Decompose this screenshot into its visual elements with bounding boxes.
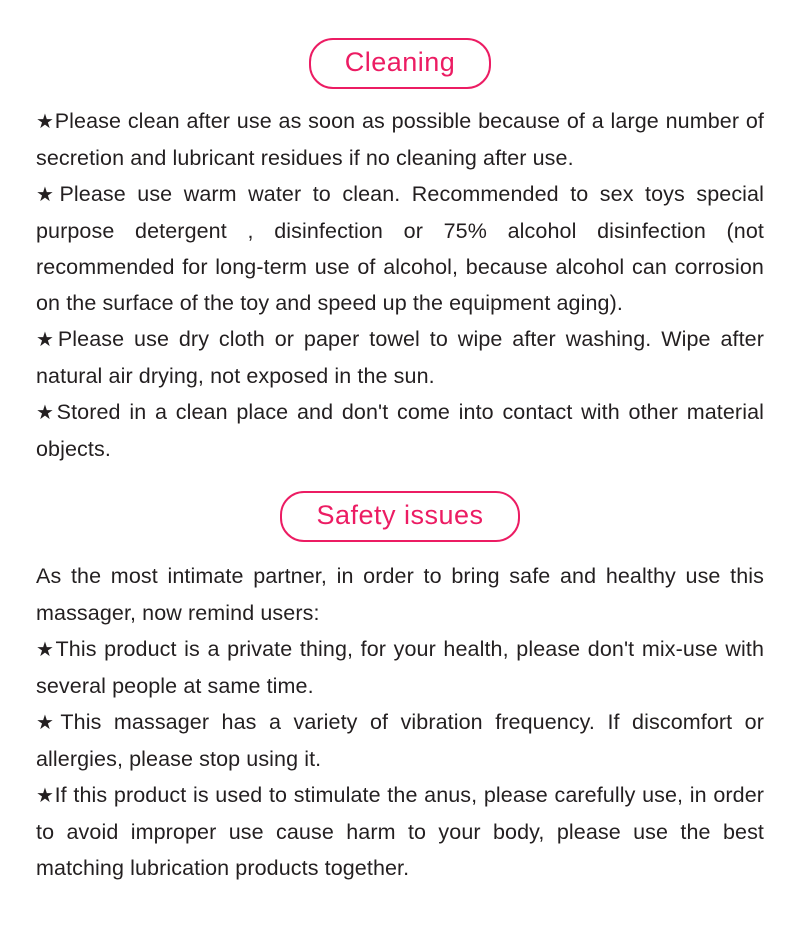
- section-heading-safety-wrap: [36, 491, 764, 542]
- paragraph-cleaning-4: [36, 394, 764, 467]
- star-bullet-icon: ★: [36, 639, 56, 661]
- paragraph-cleaning-2: [36, 176, 764, 321]
- paragraph-text: If this product is used to stimulate the anus, please carefully use, in order to avoid improper use cause harm to your body, please use the best matching lubrication products together.: [36, 783, 765, 880]
- star-bullet-icon: ★: [36, 712, 61, 734]
- paragraph-safety-2: [36, 704, 764, 777]
- paragraph-text: This massager has a variety of vibration frequency. If discomfort or allergies, please stop using it.: [36, 710, 765, 771]
- section-heading-cleaning-wrap: [36, 38, 764, 89]
- paragraph-text: Please use dry cloth or paper towel to wipe after washing. Wipe after natural air drying, not exposed in the sun.: [36, 327, 764, 388]
- star-bullet-icon: ★: [36, 111, 55, 133]
- paragraph-cleaning-1: [36, 103, 764, 176]
- star-bullet-icon: ★: [36, 785, 55, 807]
- paragraph-text: Stored in a clean place and don't come into contact with other material objects.: [36, 400, 765, 461]
- paragraph-cleaning-3: [36, 321, 764, 394]
- section-heading-safety-issues: Safety issues: [280, 491, 519, 542]
- section-heading-cleaning: Cleaning: [309, 38, 492, 89]
- paragraph-safety-3: [36, 777, 764, 886]
- star-bullet-icon: ★: [36, 184, 60, 206]
- paragraph-text: Please use warm water to clean. Recommended to sex toys special purpose detergent , disinfection or 75% alcohol disinfection (not recommended for long-term use of alcohol, because alcohol can corrosion on the surface of the toy and speed up the equipment aging).: [36, 182, 764, 315]
- paragraph-text: Please clean after use as soon as possible because of a large number of secretion and lubricant residues if no cleaning after use.: [36, 109, 765, 170]
- paragraph-text: As the most intimate partner, in order to bring safe and healthy use this massager, now remind users:: [36, 564, 764, 625]
- paragraph-safety-intro: [36, 558, 764, 631]
- paragraph-text: This product is a private thing, for your health, please don't mix-use with several people at same time.: [36, 637, 765, 698]
- star-bullet-icon: ★: [36, 402, 57, 424]
- star-bullet-icon: ★: [36, 329, 58, 351]
- paragraph-safety-1: [36, 631, 764, 704]
